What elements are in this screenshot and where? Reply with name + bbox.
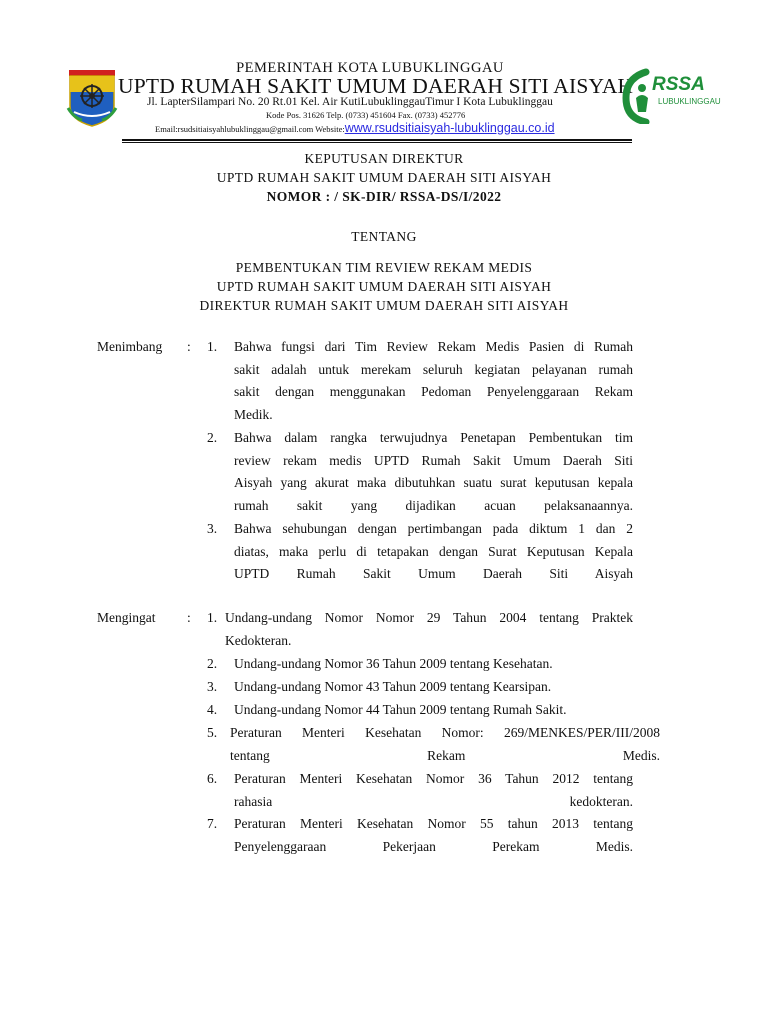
item-number: 6. [207,771,218,786]
item-number: 1. [207,339,218,354]
text-line: review rekam medis UPTD Rumah Sakit Umum Daerah Siti [234,452,633,468]
text-line: rahasia kedokteran. [234,793,633,809]
text-line: sakit adalah untuk merekam seluruh kegiatan pelayanan rumah [234,361,633,377]
decree-institution: UPTD RUMAH SAKIT UMUM DAERAH SITI AISYAH [216,170,552,185]
text-line: Peraturan Menteri Kesehatan Nomor: 269/MENKES/PER/III/2008 [230,725,660,740]
text-line: Penyelenggaraan Pekerjaan Perekam Medis. [234,838,633,854]
item-text [234,427,633,517]
item-text [234,336,633,426]
text-line: Bahwa dalam rangka terwujudnya Penetapan Pembentukan tim [234,430,633,445]
text-line: diatas, maka perlu di tetapakan dengan Surat Keputusan Kepala [234,543,633,559]
item-text [230,722,660,767]
rssa-logo-subtext: LUBUKLINGGAU [658,97,721,106]
item-number: 1. [207,610,218,625]
mengingat-label: Mengingat [97,610,156,625]
text-line: Kedokteran. [225,632,292,648]
item-text [234,676,633,699]
text-line: Bahwa fungsi dari Tim Review Rekam Medis Pasien di Rumah [234,339,633,354]
item-number: 3. [207,521,218,536]
letterhead [0,0,768,145]
email-label: Email:rsudsitiaisyahlubuklinggau@gmail.com Website: [155,124,345,134]
item-number: 2. [207,430,218,445]
city-emblem-icon [66,68,118,128]
subject-line-1: PEMBENTUKAN TIM REVIEW REKAM MEDIS [235,260,533,275]
menimbang-colon: : [187,339,191,354]
about-heading: TENTANG [351,229,417,244]
text-line: Undang-undang Nomor 44 Tahun 2009 tentang Rumah Sakit. [234,702,567,717]
text-line: tentang Rekam Medis. [230,747,660,763]
item-text [234,653,633,676]
text-line: Aisyah yang akurat maka dibutuhkan suatu surat keputusan kepala [234,475,633,490]
text-line: sakit dengan menggunakan Pedoman Penyelenggaraan Rekam [234,384,633,399]
item-number: 7. [207,816,218,831]
rssa-logo-text: RSSA [652,74,705,95]
header-rule [122,139,632,141]
text-line: UPTD Rumah Sakit Umum Daerah Siti Aisyah [234,566,633,581]
text-line: rumah sakit yang dijadikan acuan pelaksanaannya. [234,497,633,513]
decree-title: KEPUTUSAN DIREKTUR [304,151,464,166]
item-text [234,518,633,586]
text-line: Bahwa sehubungan dengan pertimbangan pada diktum 1 dan 2 [234,521,633,536]
website-link[interactable]: www.rsudsitiaisyah-lubuklinggau.co.id [344,121,555,135]
item-number: 4. [207,702,218,717]
subject-line-3: DIREKTUR RUMAH SAKIT UMUM DAERAH SITI AISYAH [199,298,569,313]
text-line: Medik. [234,406,273,422]
hospital-address: Jl. LapterSilampari No. 20 Rt.01 Kel. Air KutiLubuklinggauTimur I Kota Lubuklinggau [147,96,553,108]
item-number: 3. [207,679,218,694]
text-line: Peraturan Menteri Kesehatan Nomor 36 Tahun 2012 tentang [234,771,633,786]
contact-line [155,121,555,135]
header-rule-thin [122,142,632,143]
item-text [234,768,633,813]
text-line: Undang-undang Nomor 36 Tahun 2009 tentang Kesehatan. [234,656,553,671]
postal-phone: Kode Pos. 31626 Telp. (0733) 451604 Fax. (0733) 452776 [266,110,466,120]
item-text [234,813,633,858]
subject-line-2: UPTD RUMAH SAKIT UMUM DAERAH SITI AISYAH [216,279,552,294]
item-text [234,699,633,722]
item-number: 5. [207,725,218,740]
decree-subject [0,258,768,315]
item-text [225,607,633,652]
item-number: 2. [207,656,218,671]
decree-heading [0,149,768,206]
text-line: Peraturan Menteri Kesehatan Nomor 55 tahun 2013 tentang [234,816,633,831]
mengingat-colon: : [187,610,191,625]
menimbang-label: Menimbang [97,339,163,354]
text-line: Undang-undang Nomor Nomor 29 Tahun 2004 tentang Praktek [225,610,633,625]
government-name: PEMERINTAH KOTA LUBUKLINGGAU [236,60,504,76]
decree-number: NOMOR : / SK-DIR/ RSSA-DS/I/2022 [266,189,502,204]
text-line: Undang-undang Nomor 43 Tahun 2009 tentang Kearsipan. [234,679,552,694]
hospital-name: UPTD RUMAH SAKIT UMUM DAERAH SITI AISYAH [118,74,634,98]
